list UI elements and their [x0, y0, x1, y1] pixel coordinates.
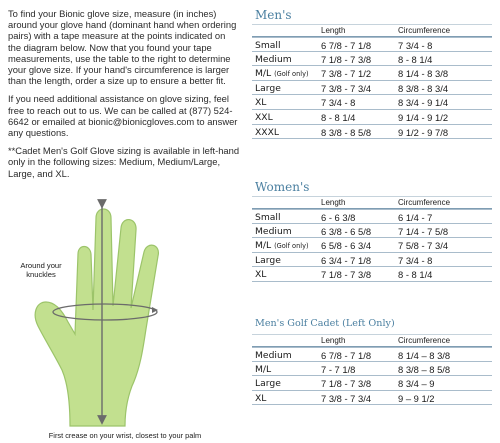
table-row: [252, 253, 492, 268]
length-header: Length: [321, 198, 346, 207]
contact-paragraph: If you need additional assistance on glove sizing, feel free to reach out to us. We can be called at (877) 524-6642 or emailed at bionic@bionicgloves.com to answer any questions.: [8, 93, 238, 139]
size-cell: [255, 112, 273, 123]
circumference-header: Circumference: [398, 198, 451, 207]
hand-measurement-diagram: [0, 194, 250, 443]
circumference-cell: 8 1/4 – 8 3/8: [398, 350, 451, 361]
circumference-cell: 7 1/4 - 7 5/8: [398, 225, 449, 237]
knuckles-label: Around your knuckles: [20, 261, 62, 279]
size-label: XXXL: [255, 126, 280, 138]
wrist-label: First crease on your wrist, closest to your palm: [48, 431, 202, 440]
instructions-paragraph: To find your Bionic glove size, measure (in inches) around your glove hand (dominant hand when ordering pairs) with a tape measure at the points indicated on the diagram below. Now that you found your tape measurements, use the table to the right to determine your glove size. If your hand's circumference is larger than the length, order a size up to ensure a better fit.: [8, 8, 237, 87]
size-label: XL: [255, 97, 267, 109]
circumference-cell: 8 1/4 - 8 3/8: [398, 68, 449, 80]
table-row: [252, 125, 492, 140]
size-cell: [255, 97, 266, 108]
table-row: [252, 267, 492, 282]
circumference-cell: 9 1/2 - 9 7/8: [398, 126, 449, 138]
table-row: [252, 362, 492, 377]
table-row: [252, 347, 492, 362]
length-cell: 7 1/8 - 7 3/8: [321, 269, 372, 281]
womens-table-title: Women's: [255, 180, 310, 194]
size-label: Small: [255, 40, 281, 51]
circumference-cell: 8 3/8 - 8 3/4: [398, 82, 449, 94]
size-cell: [255, 40, 281, 51]
table-row: [252, 81, 492, 96]
size-cell: [255, 378, 281, 389]
size-cell: [255, 255, 281, 266]
circumference-cell: 6 1/4 - 7: [398, 212, 433, 223]
length-cell: 6 7/8 - 7 1/8: [321, 350, 372, 361]
womens-size-table: [252, 180, 492, 282]
size-label: Medium: [255, 53, 292, 65]
table-row: [252, 376, 492, 391]
circumference-cell: 8 3/4 – 9: [398, 378, 435, 390]
circumference-cell: 9 1/4 - 9 1/2: [398, 111, 449, 123]
circumference-cell: 7 5/8 - 7 3/4: [398, 240, 449, 252]
length-cell: 6 3/4 - 7 1/8: [321, 254, 372, 266]
length-cell: 7 3/8 - 7 3/4: [321, 392, 372, 404]
size-cell: [255, 212, 281, 223]
size-label: Medium: [255, 225, 292, 237]
table-row: [252, 209, 492, 224]
size-label: M/L: [255, 68, 272, 80]
size-cell: [255, 364, 271, 375]
table-row: [252, 95, 492, 110]
size-label: XL: [255, 269, 267, 281]
size-cell: [255, 226, 292, 237]
length-header: Length: [321, 26, 346, 35]
size-label: M/L: [255, 240, 272, 252]
length-cell: 7 1/8 - 7 3/8: [321, 378, 372, 390]
table-row: [252, 66, 492, 81]
table-row: [252, 52, 492, 67]
size-cell: [255, 393, 266, 404]
size-label: Large: [255, 378, 281, 390]
mens-table-body: [252, 36, 492, 139]
length-cell: 6 5/8 - 6 3/4: [321, 240, 372, 252]
length-cell: 8 3/8 - 8 5/8: [321, 126, 372, 138]
mens-size-table: [252, 8, 492, 139]
size-cell: [255, 127, 279, 138]
circumference-cell: 8 3/4 - 9 1/4: [398, 97, 449, 109]
sizing-instructions: [8, 8, 240, 186]
length-cell: 7 3/4 - 8: [321, 97, 356, 109]
mens-table-title: Men's: [255, 8, 292, 22]
size-label: Small: [255, 212, 281, 223]
length-header: Length: [321, 336, 346, 345]
table-row: [252, 391, 492, 406]
size-label: M/L: [255, 363, 272, 375]
circumference-cell: 7 3/4 - 8: [398, 254, 433, 266]
size-label: Large: [255, 254, 281, 266]
size-label: XXL: [255, 111, 273, 123]
cadet-note-paragraph: **Cadet Men's Golf Glove sizing is available in left-hand only in the following sizes: Medium, Medium/Large, Large, and XL.: [8, 145, 240, 179]
length-cell: 8 - 8 1/4: [321, 111, 356, 123]
circumference-cell: 8 - 8 1/4: [398, 269, 433, 281]
size-label: Medium: [255, 350, 292, 361]
circumference-header: Circumference: [398, 336, 451, 345]
table-row: [252, 238, 492, 253]
size-label: XL: [255, 392, 267, 404]
length-cell: 7 3/8 - 7 1/2: [321, 68, 372, 80]
circumference-header: Circumference: [398, 26, 451, 35]
size-cell: [255, 269, 266, 280]
cadet-table-body: [252, 346, 492, 405]
length-cell: 7 3/8 - 7 3/4: [321, 82, 372, 94]
cadet-table-title: Men's Golf Cadet (Left Only): [255, 318, 395, 329]
length-cell: 7 1/8 - 7 3/8: [321, 53, 372, 65]
circumference-cell: 8 3/8 – 8 5/8: [398, 363, 451, 375]
hand-illustration: [0, 194, 250, 443]
circumference-cell: 7 3/4 - 8: [398, 40, 433, 51]
size-note: (Golf only): [274, 70, 309, 79]
size-note: (Golf only): [274, 242, 309, 251]
length-cell: 7 - 7 1/8: [321, 363, 356, 375]
length-cell: 6 - 6 3/8: [321, 212, 356, 223]
size-label: Large: [255, 82, 281, 94]
cadet-size-table: [252, 318, 492, 405]
cadet-table-header: [252, 334, 492, 346]
circumference-cell: 8 - 8 1/4: [398, 53, 433, 65]
length-cell: 6 3/8 - 6 5/8: [321, 225, 372, 237]
size-cell: [255, 240, 309, 251]
size-cell: [255, 350, 292, 361]
circumference-cell: 9 – 9 1/2: [398, 392, 435, 404]
size-cell: [255, 83, 281, 94]
size-cell: [255, 54, 292, 65]
womens-table-header: [252, 196, 492, 208]
table-row: [252, 110, 492, 125]
mens-table-header: [252, 24, 492, 36]
table-row: [252, 224, 492, 239]
size-cell: [255, 68, 309, 79]
length-cell: 6 7/8 - 7 1/8: [321, 40, 372, 51]
womens-table-body: [252, 208, 492, 282]
table-row: [252, 37, 492, 52]
